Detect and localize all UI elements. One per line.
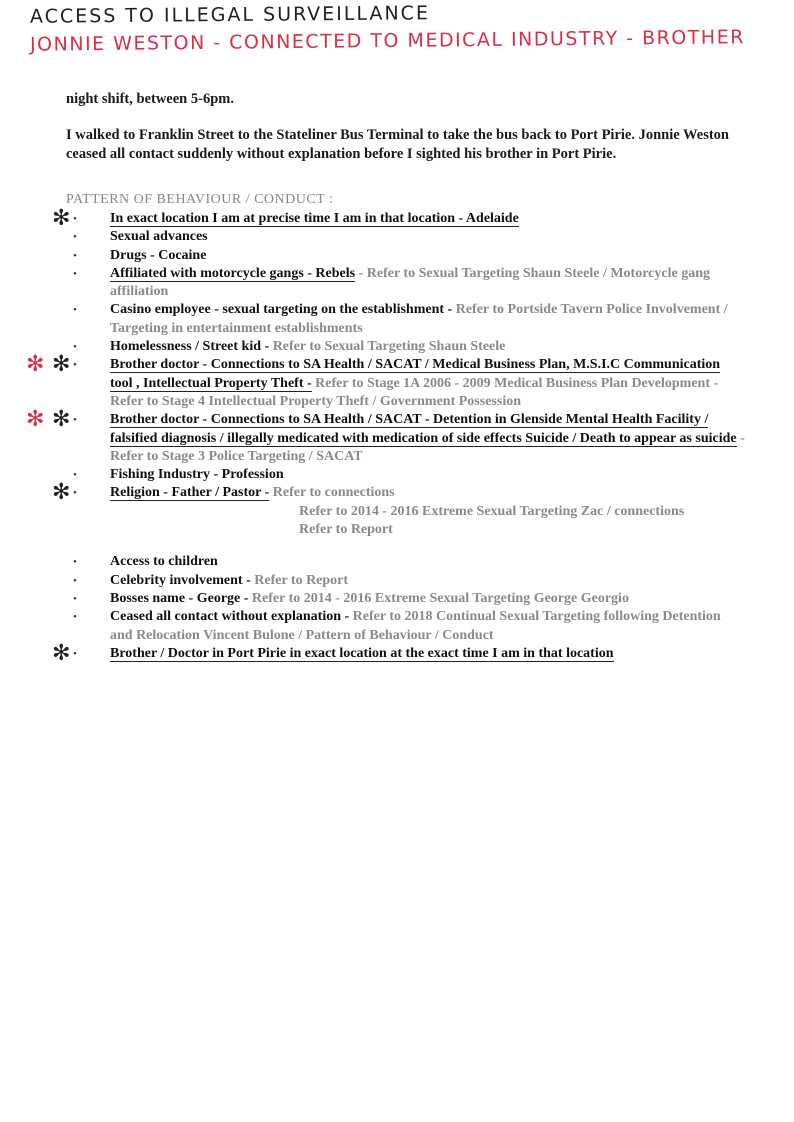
item-reference: Refer to Report [254, 572, 349, 588]
list-item [52, 480, 746, 506]
list-item [66, 590, 746, 608]
item-reference: - Refer to Sexual Targeting Shaun Steele / Motorcycle gang affiliation [110, 265, 710, 300]
asterisk-mark-icon: ✻ [52, 480, 71, 506]
list-item [66, 466, 746, 484]
item-reference: Refer to Portside Tavern Police Involvement / Targeting in entertainment establishments [110, 302, 728, 336]
paragraph-2: I walked to Franklin Street to the Stateliner Bus Terminal to take the bus back to Port Pirie. Jonnie Weston ceased all contact suddenly without explanation before I sighted his brother in Port Pirie. [66, 127, 729, 162]
bullet-icon: • [73, 647, 77, 660]
bullet-icon: • [73, 414, 77, 427]
bullet-icon: • [73, 249, 77, 262]
item-text: Affiliated with motorcycle gangs - Rebels [110, 265, 356, 281]
list-item [66, 247, 746, 265]
item-text: Homelessness / Street kid - [110, 339, 270, 355]
item-text: Brother / Doctor in Port Pirie in exact location at the exact time I am in that location [110, 645, 614, 661]
item-text: Brother doctor - Connections to SA Health / SACAT - Detention in Glenside Mental Health Facility / falsified diagnosis / illegally medicated with medication of side effects Suicide / Death to appear as suicide [110, 412, 737, 446]
item-text: Access to children [110, 554, 218, 570]
asterisk-mark-icon: ✻ [52, 407, 71, 433]
list-item [66, 572, 746, 590]
item-text: Ceased all contact without explanation - [110, 609, 350, 625]
paragraph-1: night shift, between 5-6pm. [66, 91, 234, 107]
red-asterisk-mark-icon: ✻ [26, 352, 45, 378]
item-text: Fishing Industry - Profession [110, 467, 284, 483]
item-text: Casino employee - sexual targeting on the establishment - [110, 302, 453, 318]
handwritten-subtitle: JONNIE WESTON - CONNECTED TO MEDICAL INDUSTRY - BROTHER [29, 26, 745, 56]
bullet-icon: • [73, 574, 77, 587]
list-item [26, 352, 746, 411]
bullet-icon: • [73, 469, 77, 482]
reference-continuation [66, 503, 746, 540]
bullet-icon: • [73, 267, 77, 280]
item-text: Sexual advances [110, 229, 208, 245]
red-asterisk-mark-icon: ✻ [26, 407, 45, 433]
bullet-icon: • [73, 341, 77, 354]
bullet-icon: • [73, 213, 77, 225]
list-item [66, 228, 746, 246]
list-item [66, 265, 746, 302]
spacer [66, 539, 746, 553]
bullet-icon: • [73, 304, 77, 317]
list-item [66, 338, 746, 356]
item-text: Bosses name - George - [110, 590, 249, 606]
reference-line: Refer to Report [299, 522, 393, 538]
behaviour-list [26, 206, 746, 666]
item-text: Religion - Father / Pastor - [110, 485, 270, 501]
bullet-icon: • [73, 487, 77, 500]
item-reference: - Refer to Stage 3 Police Targeting / SACAT [110, 430, 745, 464]
item-text: In exact location I am at precise time I am in that location - Adelaide [110, 211, 519, 226]
bullet-icon: • [73, 556, 77, 569]
item-reference: Refer to Stage 1A 2006 - 2009 Medical Business Plan Development - Refer to Stage 4 Intellectual Property Theft / Government Possession [110, 375, 719, 409]
list-item [52, 206, 746, 231]
document-body [26, 90, 746, 666]
item-text: Celebrity involvement - [110, 572, 251, 588]
list-item [66, 301, 746, 338]
list-item [52, 640, 746, 666]
list-item [66, 553, 746, 571]
item-reference: Refer to 2014 - 2016 Extreme Sexual Targeting George Georgio [251, 590, 629, 606]
asterisk-mark-icon: ✻ [52, 640, 71, 666]
asterisk-mark-icon: ✻ [52, 352, 71, 378]
item-text: Brother doctor - Connections to SA Health / SACAT / Medical Business Plan, M.S.I.C Communication tool , Intellectual Property Theft - [110, 357, 721, 391]
item-text: Drugs - Cocaine [110, 247, 207, 263]
bullet-icon: • [73, 611, 77, 624]
item-reference: Refer to connections [272, 485, 395, 501]
list-item [66, 608, 746, 645]
reference-line: Refer to 2014 - 2016 Extreme Sexual Targeting Zac / connections [299, 503, 685, 519]
list-item [26, 407, 746, 466]
section-heading: PATTERN OF BEHAVIOUR / CONDUCT : [66, 192, 334, 207]
item-reference: Refer to 2018 Continual Sexual Targeting following Detention and Relocation Vincent Bulone / Pattern of Behaviour / Conduct [110, 609, 721, 643]
bullet-icon: • [73, 231, 77, 244]
asterisk-mark-icon: ✻ [52, 206, 71, 231]
bullet-icon: • [73, 592, 77, 605]
handwritten-title: ACCESS TO ILLEGAL SURVEILLANCE [29, 2, 431, 28]
item-reference: Refer to Sexual Targeting Shaun Steele [272, 339, 506, 355]
bullet-icon: • [73, 359, 77, 372]
